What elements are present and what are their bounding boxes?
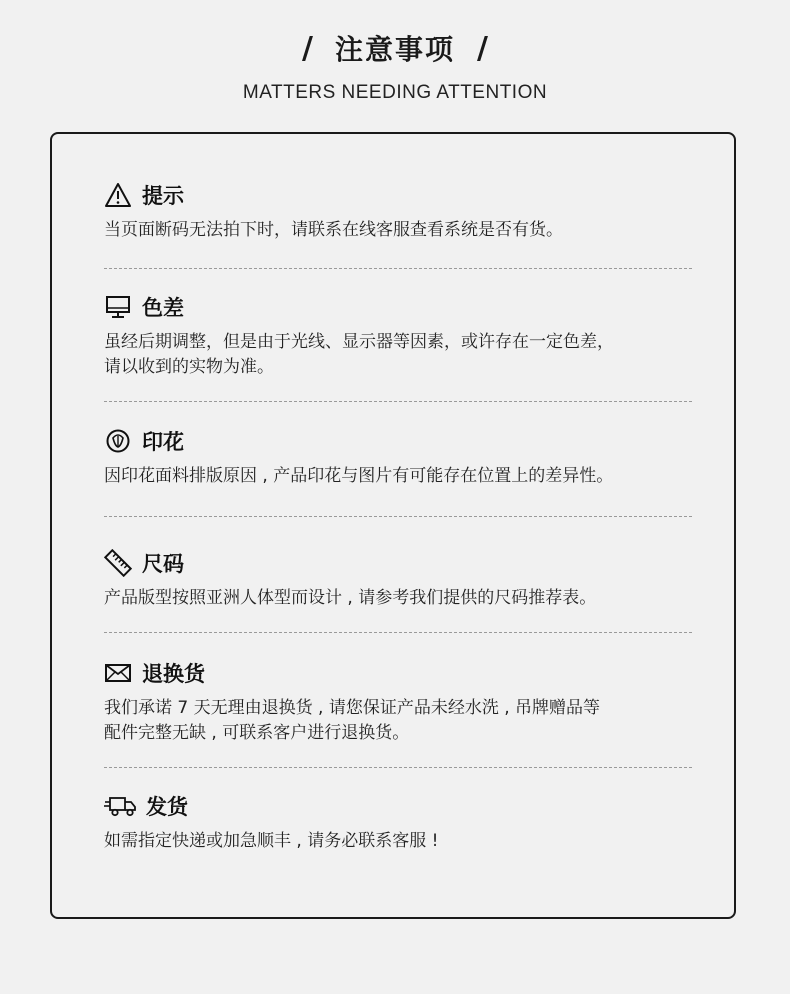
- divider: [104, 632, 692, 633]
- page-header: [0, 28, 790, 104]
- section-title: 退换货: [142, 662, 205, 686]
- section-header: [104, 791, 700, 821]
- section-shipping: [104, 791, 700, 854]
- section-header: [104, 658, 700, 688]
- section-text: 因印花面料排版原因 , 产品印花与图片有可能存在位置上的差异性。: [104, 466, 614, 486]
- title-slash-right: /: [477, 30, 488, 66]
- section-title: 色差: [142, 296, 184, 320]
- title-slash-left: /: [302, 30, 313, 66]
- section-tip: [104, 180, 700, 243]
- section-returns: [104, 658, 700, 746]
- truck-icon: [104, 792, 136, 820]
- section-title: 尺码: [142, 552, 184, 576]
- monitor-icon: [104, 293, 132, 321]
- warning-icon: [104, 181, 132, 209]
- section-text: 我们承诺 7 天无理由退换货 , 请您保证产品未经水洗 , 吊牌赠品等 配件完整无缺 , 可联系客户进行退换货。: [104, 698, 601, 743]
- notice-panel: [50, 132, 736, 919]
- section-header: [104, 292, 700, 322]
- section-title: 印花: [142, 430, 184, 454]
- section-title: 发货: [146, 795, 188, 819]
- section-text: 产品版型按照亚洲人体型而设计 , 请参考我们提供的尺码推荐表。: [104, 588, 597, 608]
- section-text: 如需指定快递或加急顺丰 , 请务必联系客服 !: [104, 831, 439, 851]
- section-title: 提示: [142, 184, 184, 208]
- section-text: 虽经后期调整，但是由于光线、显示器等因素，或许存在一定色差， 请以收到的实物为准。: [104, 332, 614, 377]
- title-row: [0, 28, 790, 68]
- divider: [104, 268, 692, 269]
- divider: [104, 401, 692, 402]
- section-print: [104, 426, 700, 489]
- flower-icon: [104, 427, 132, 455]
- divider: [104, 767, 692, 768]
- section-header: [104, 426, 700, 456]
- page-title: 注意事项: [334, 33, 455, 66]
- section-text: 当页面断码无法拍下时，请联系在线客服查看系统是否有货。: [104, 220, 563, 240]
- section-color-difference: [104, 292, 700, 380]
- page-subtitle: MATTERS NEEDING ATTENTION: [242, 82, 548, 103]
- divider: [104, 516, 692, 517]
- section-header: [104, 180, 700, 210]
- section-size: [104, 548, 700, 611]
- section-header: [104, 548, 700, 578]
- ruler-icon: [104, 549, 132, 577]
- envelope-icon: [104, 659, 132, 687]
